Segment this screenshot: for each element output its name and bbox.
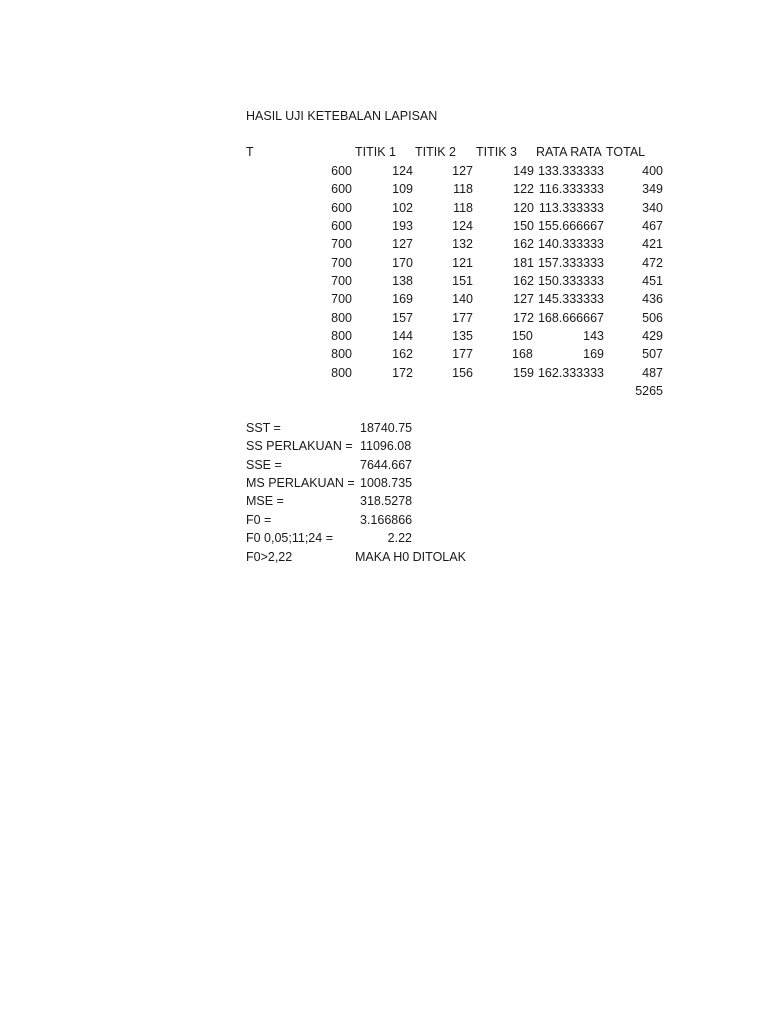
cell-titik-2: 177 (452, 347, 473, 361)
cell-titik-2: 118 (453, 182, 473, 196)
stat-value: 3.166866 (360, 513, 413, 527)
header-rata-rata: RATA RATA (536, 145, 602, 159)
cell-titik-3: 172 (513, 311, 534, 325)
cell-titik-2: 151 (452, 274, 473, 288)
header-t: T (246, 145, 254, 159)
cell-total: 506 (642, 311, 663, 325)
cell-rata-rata: 150.333333 (537, 274, 604, 288)
cell-titik-2: 121 (452, 256, 473, 270)
cell-t: 800 (331, 329, 352, 343)
cell-rata-rata: 157.333333 (537, 256, 604, 270)
cell-rata-rata: 162.333333 (537, 366, 604, 380)
stat-label: SSE = (246, 458, 282, 472)
stat-value: 18740.75 (360, 421, 413, 435)
cell-total: 429 (642, 329, 663, 343)
document-title: HASIL UJI KETEBALAN LAPISAN (246, 109, 438, 123)
conclusion-label: F0>2,22 (246, 550, 293, 564)
header-titik-2: TITIK 2 (415, 145, 456, 159)
stat-value: 318.5278 (360, 494, 413, 508)
cell-titik-1: 157 (392, 311, 413, 325)
cell-titik-2: 132 (452, 237, 473, 251)
cell-titik-3: 162 (513, 237, 534, 251)
cell-t: 700 (331, 237, 352, 251)
header-total: TOTAL (606, 145, 646, 159)
cell-titik-3: 122 (513, 182, 534, 196)
cell-titik-1: 124 (392, 164, 413, 178)
cell-t: 800 (331, 311, 352, 325)
cell-titik-1: 109 (392, 182, 413, 196)
stat-label: MS PERLAKUAN = (246, 476, 355, 490)
cell-titik-1: 144 (392, 329, 413, 343)
cell-t: 800 (331, 366, 352, 380)
cell-titik-2: 135 (452, 329, 473, 343)
cell-titik-1: 102 (392, 201, 413, 215)
cell-titik-3: 162 (513, 274, 534, 288)
cell-titik-3: 127 (513, 292, 534, 306)
conclusion-text: MAKA H0 DITOLAK (355, 550, 466, 564)
header-titik-3: TITIK 3 (476, 145, 517, 159)
cell-total: 340 (642, 201, 663, 215)
cell-rata-rata: 113.333333 (538, 201, 604, 215)
cell-t: 600 (331, 164, 352, 178)
cell-titik-1: 127 (392, 237, 413, 251)
cell-t: 700 (331, 274, 352, 288)
stat-value: 7644.667 (360, 458, 413, 472)
stat-value: 11096.08 (360, 439, 412, 453)
cell-rata-rata: 168.666667 (537, 311, 604, 325)
cell-titik-1: 138 (392, 274, 413, 288)
cell-titik-1: 169 (392, 292, 413, 306)
cell-titik-3: 181 (513, 256, 534, 270)
cell-total: 436 (642, 292, 663, 306)
cell-rata-rata: 143 (583, 329, 604, 343)
cell-rata-rata: 140.333333 (537, 237, 604, 251)
cell-titik-1: 193 (392, 219, 413, 233)
cell-titik-3: 159 (513, 366, 534, 380)
cell-total: 400 (642, 164, 663, 178)
cell-titik-3: 150 (513, 219, 534, 233)
stat-label: MSE = (246, 494, 284, 508)
cell-titik-2: 156 (452, 366, 473, 380)
header-titik-1: TITIK 1 (355, 145, 396, 159)
cell-total: 487 (642, 366, 663, 380)
cell-t: 600 (331, 201, 352, 215)
cell-total: 421 (642, 237, 663, 251)
cell-titik-2: 124 (452, 219, 473, 233)
cell-total: 451 (642, 274, 663, 288)
cell-t: 700 (331, 292, 352, 306)
cell-rata-rata: 116.333333 (538, 182, 604, 196)
stat-label: F0 0,05;11;24 = (246, 531, 333, 545)
stat-label: SST = (246, 421, 281, 435)
cell-titik-3: 150 (512, 329, 533, 343)
cell-t: 600 (331, 219, 352, 233)
cell-titik-1: 162 (392, 347, 413, 361)
cell-titik-2: 177 (452, 311, 473, 325)
grand-total: 5265 (635, 384, 663, 398)
cell-titik-3: 168 (512, 347, 533, 361)
cell-t: 800 (331, 347, 352, 361)
cell-titik-3: 149 (513, 164, 534, 178)
cell-rata-rata: 145.333333 (537, 292, 604, 306)
cell-rata-rata: 155.666667 (537, 219, 604, 233)
cell-t: 700 (331, 256, 352, 270)
cell-t: 600 (331, 182, 352, 196)
cell-rata-rata: 169 (583, 347, 604, 361)
cell-total: 467 (642, 219, 663, 233)
cell-total: 472 (642, 256, 663, 270)
cell-titik-1: 170 (392, 256, 413, 270)
cell-titik-2: 118 (453, 201, 473, 215)
cell-titik-1: 172 (392, 366, 413, 380)
cell-total: 507 (642, 347, 663, 361)
stat-value: 1008.735 (360, 476, 413, 490)
cell-rata-rata: 133.333333 (537, 164, 604, 178)
cell-titik-2: 140 (452, 292, 473, 306)
cell-total: 349 (642, 182, 663, 196)
stat-value: 2.22 (387, 531, 412, 545)
cell-titik-2: 127 (452, 164, 473, 178)
cell-titik-3: 120 (513, 201, 534, 215)
stat-label: SS PERLAKUAN = (246, 439, 353, 453)
stat-label: F0 = (246, 513, 272, 527)
